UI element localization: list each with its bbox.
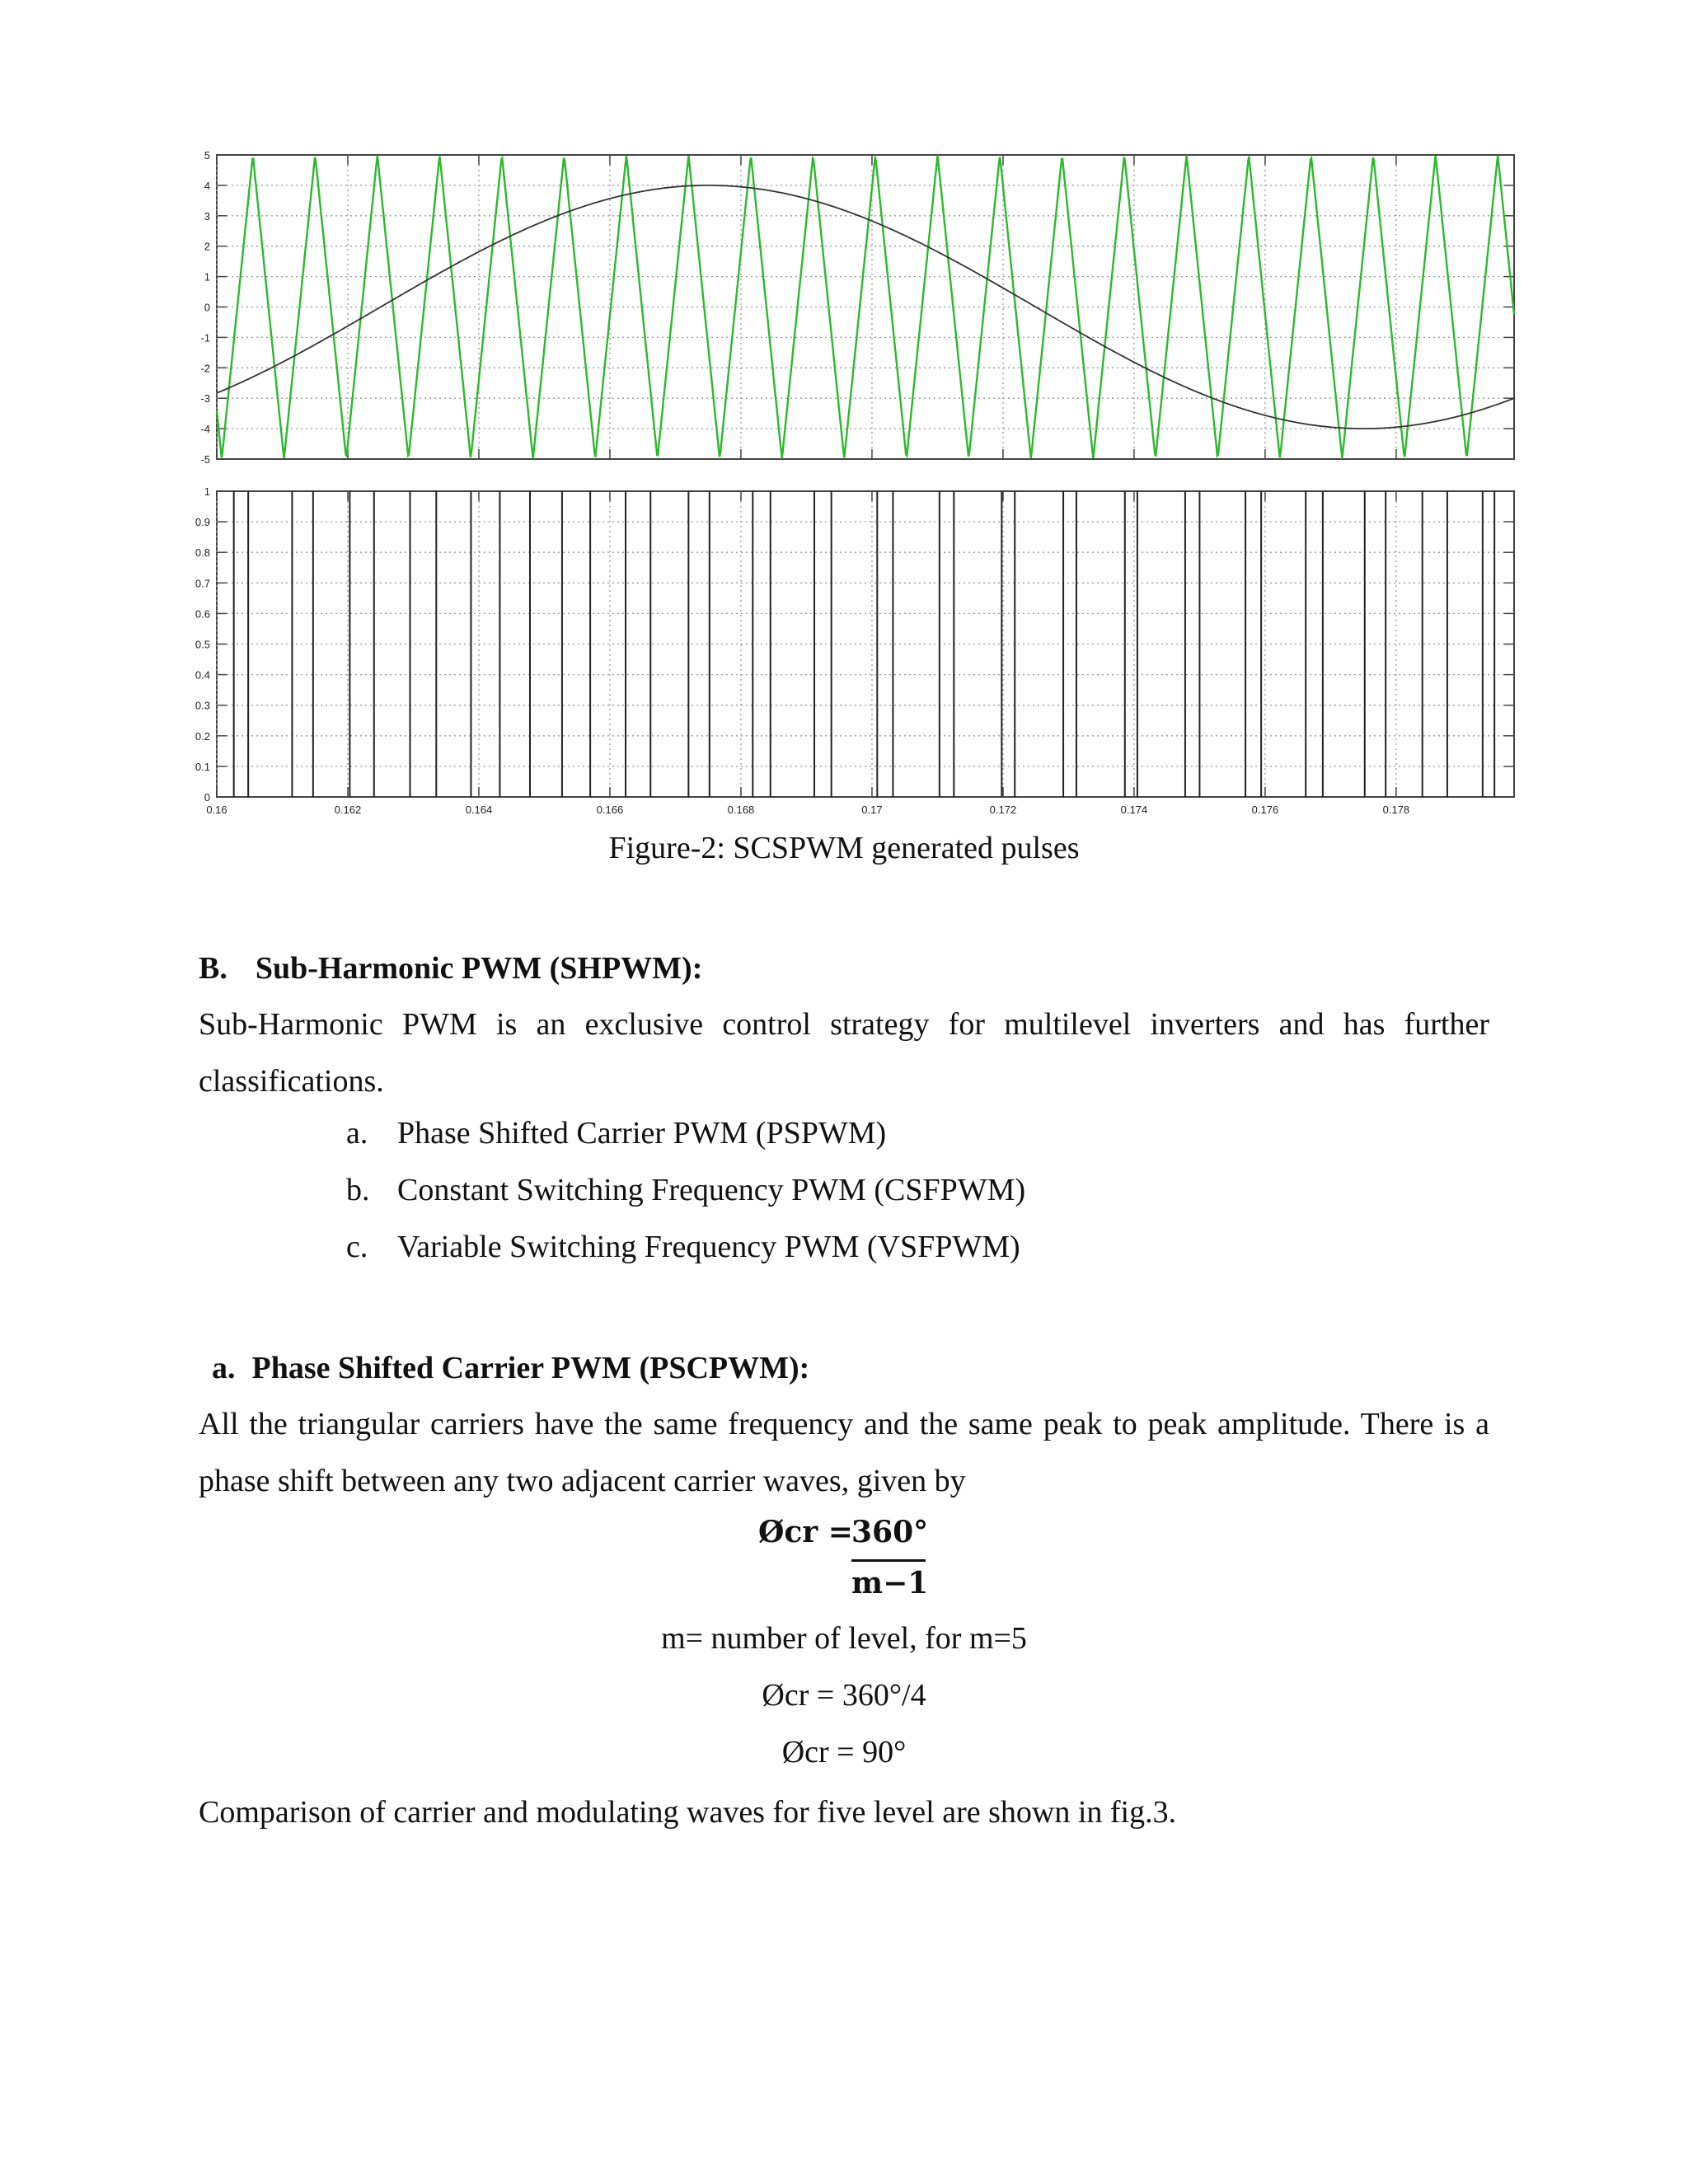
list-item [346,1229,1020,1265]
x-tick-label: 0.164 [465,804,493,816]
y-tick-label: 0.6 [195,607,210,621]
x-tick-label: 0.166 [596,804,624,816]
y-tick-label: 4 [204,179,210,192]
section-a-paragraph: All the triangular carriers have the same frequency and the same peak to peak amplitude. There is a phase shift between any two adjacent carrier waves, given by [199,1407,1489,1498]
section-a-letter: a. [212,1351,236,1385]
figure-caption: Figure-2: SCSPWM generated pulses [608,831,1080,865]
y-tick-label: 0.8 [195,546,210,560]
formula-denominator: m−1 [851,1566,929,1601]
y-tick-label: 0.4 [195,668,210,682]
x-tick-label: 0.174 [1120,804,1148,816]
y-tick-label: 3 [204,209,210,223]
phase-calc: Øcr = 360°/4 [762,1678,926,1713]
y-tick-label: 0.5 [195,638,210,651]
level-definition: m= number of level, for m=5 [661,1621,1027,1656]
x-tick-label: 0.162 [334,804,362,816]
y-tick-label: -4 [200,423,210,436]
list-marker: b. [346,1173,370,1207]
section-a-heading [212,1350,809,1386]
list-text: Phase Shifted Carrier PWM (PSPWM) [397,1116,887,1151]
formula-lhs: Øcr = [758,1515,853,1549]
formula-numerator: 360° [851,1515,929,1549]
section-b-paragraph: Sub-Harmonic PWM is an exclusive control strategy for multilevel inverters and has further classifications. [199,1007,1489,1099]
list-marker: c. [346,1230,368,1264]
y-tick-label: -2 [200,362,210,375]
y-tick-label: -5 [200,453,210,466]
section-a-title: Phase Shifted Carrier PWM (PSCPWM): [251,1351,810,1385]
x-tick-label: 0.178 [1382,804,1410,816]
fraction-bar [851,1559,926,1562]
carrier-reference-plot [200,149,1514,466]
x-tick-label: 0.172 [989,804,1017,816]
list-item [346,1115,886,1151]
section-b-title: Sub-Harmonic PWM (SHPWM): [255,951,703,986]
y-tick-label: 0.7 [195,577,210,590]
y-tick-label: 0.2 [195,729,210,743]
list-text: Constant Switching Frequency PWM (CSFPWM) [397,1173,1026,1207]
y-tick-label: -3 [200,392,210,405]
y-tick-label: 0 [204,791,210,804]
pulse-plot [195,485,1514,816]
list-item [346,1172,1025,1208]
y-tick-label: 0.1 [195,760,210,773]
x-tick-label: 0.168 [727,804,755,816]
y-tick-label: 0 [204,301,210,314]
x-tick-label: 0.16 [206,804,227,816]
x-tick-label: 0.17 [861,804,883,816]
y-tick-label: 5 [204,149,210,162]
closing-paragraph: Comparison of carrier and modulating waves for five level are shown in fig.3. [199,1795,1177,1830]
y-tick-label: 0.9 [195,516,210,529]
y-tick-label: 2 [204,240,210,253]
figure-2 [0,0,1688,824]
y-tick-label: 1 [204,270,210,284]
section-b-heading [199,950,702,987]
section-b-letter: B. [199,951,227,986]
y-tick-label: 1 [204,485,210,498]
list-text: Variable Switching Frequency PWM (VSFPWM) [397,1230,1020,1264]
phase-result: Øcr = 90° [781,1735,907,1769]
y-tick-label: 0.3 [195,699,210,712]
x-tick-label: 0.176 [1251,804,1279,816]
phase-shift-formula [758,1515,853,1549]
list-marker: a. [346,1116,368,1151]
y-tick-label: -1 [200,331,210,344]
